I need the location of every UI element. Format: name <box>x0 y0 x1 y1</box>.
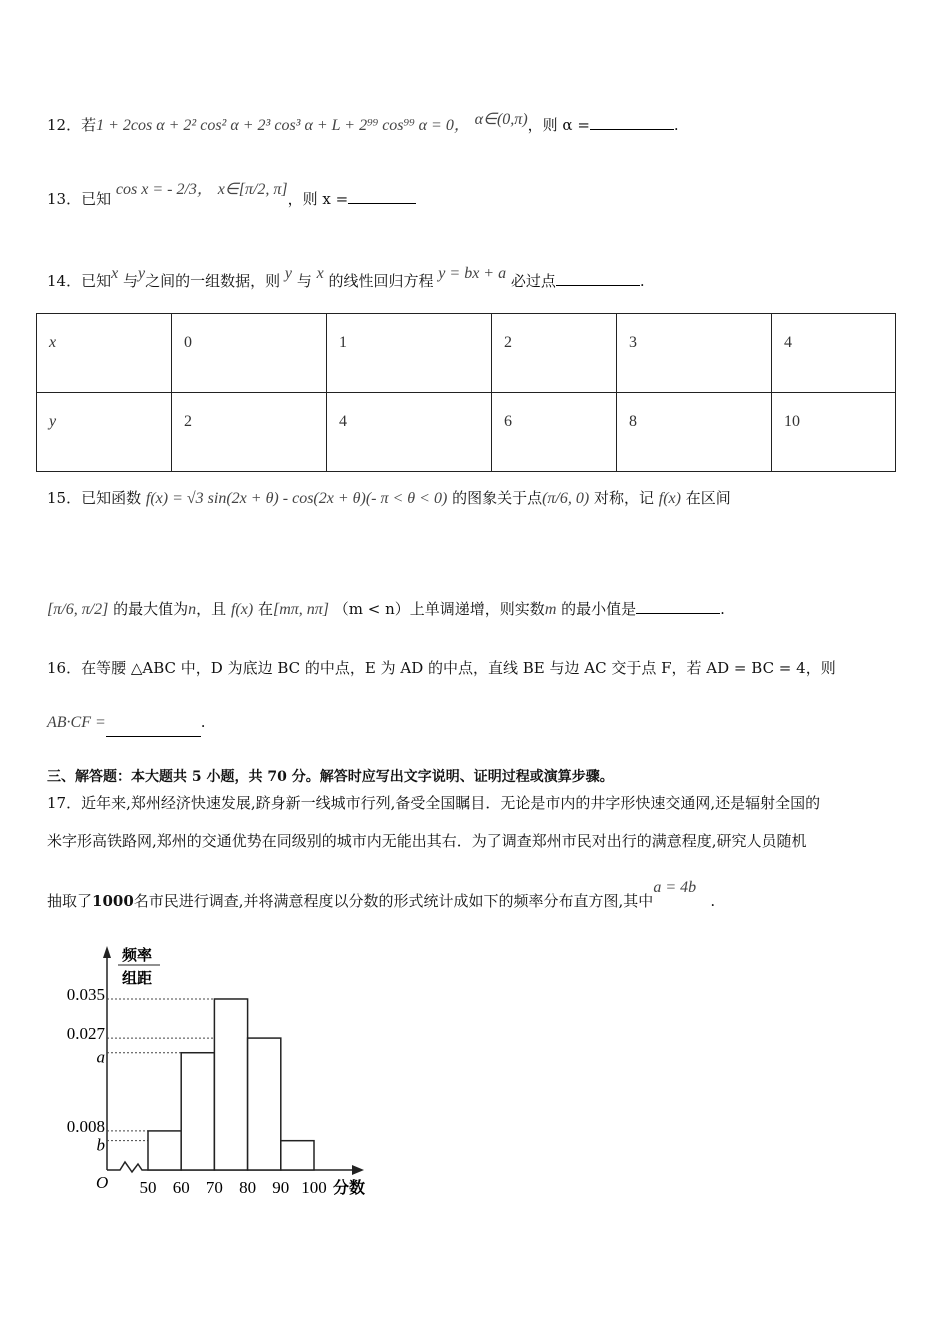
table-cell: 0 <box>172 314 327 393</box>
q15-fx: f(x) <box>658 490 681 507</box>
table-cell: 8 <box>617 393 772 472</box>
q15-text: 的最小值是 <box>561 600 637 618</box>
q14-x: x <box>316 265 324 282</box>
q15-text: ，且 <box>196 600 227 618</box>
q15-text: 在 <box>257 600 273 618</box>
y-tick-label: 0.027 <box>66 1024 105 1044</box>
q14-text: 与 <box>123 272 139 290</box>
q15-n: n <box>188 601 197 618</box>
table-cell: 1 <box>327 314 492 393</box>
q14-text: 之间的一组数据，则 <box>145 272 281 290</box>
table-cell: 10 <box>772 393 896 472</box>
q14-end: . <box>639 272 645 290</box>
histogram-bar <box>214 999 247 1170</box>
table-cell: y <box>37 393 172 472</box>
q12-text: 若 <box>81 116 97 134</box>
y-tick-label: 0.008 <box>66 1116 105 1136</box>
q13-formula: cos x = - 2/3， <box>115 181 213 198</box>
q15-formula: f(x) = √3 sin(2x + θ) - cos(2x + θ)(- π < θ < 0) <box>145 490 448 507</box>
q15-number: 15． <box>47 489 82 507</box>
table-cell: 3 <box>617 314 772 393</box>
q15-text: 对称，记 <box>593 489 654 507</box>
y-tick-label: a <box>96 1047 105 1067</box>
q12-formula: 1 + 2cos α + 2² cos² α + 2³ cos³ α + L + 2⁹⁹ cos⁹⁹ α = 0， <box>96 117 470 134</box>
q14-equation: y = bx + a <box>438 265 507 282</box>
y-tick-label: b <box>96 1135 105 1155</box>
q14-text: 已知 <box>81 272 112 290</box>
q16-end: . <box>200 713 206 731</box>
table-cell: x <box>37 314 172 393</box>
q12-end: . <box>673 116 679 134</box>
table-cell: 2 <box>172 393 327 472</box>
table-cell: 4 <box>772 314 896 393</box>
y-label-bottom: 组距 <box>122 971 153 987</box>
q13-number: 13． <box>47 190 82 208</box>
q15-text: 的图象关于点 <box>452 489 543 507</box>
q13-text: 已知 <box>81 190 112 208</box>
q15-condition: （m < n） <box>333 600 410 618</box>
x-axis-arrow-icon <box>352 1165 364 1175</box>
q16-text: 在等腰 △ABC 中，D 为底边 BC 的中点，E 为 AD 的中点，直线 BE 与边 AC 交于点 F，若 AD = BC = 4，则 <box>81 659 836 677</box>
x-tick-label: 70 <box>205 1178 223 1197</box>
table-cell: 6 <box>492 393 617 472</box>
x-axis-label: 分数 <box>333 1180 366 1197</box>
q16-expression: AB·CF = <box>47 714 106 731</box>
q17-text: 名市民进行调查,并将满意程度以分数的形式统计成如下的频率分布直方图,其中 <box>133 892 654 910</box>
histogram-bar <box>248 1038 281 1170</box>
q15-text: 已知函数 <box>81 489 142 507</box>
q15-text: 的最大值为 <box>113 600 189 618</box>
x-tick-label: 90 <box>272 1178 290 1197</box>
q14-text: 与 <box>296 272 312 290</box>
q17-count: 1000 <box>92 892 134 910</box>
q14-y: y <box>284 265 293 282</box>
q15-end: . <box>720 600 725 618</box>
q14-number: 14． <box>47 272 82 290</box>
y-tick-label: 0.035 <box>66 984 105 1004</box>
histogram-bar <box>148 1131 181 1170</box>
q13-tail: ，则 x = <box>287 190 349 208</box>
q15-interval: [π/6, π/2] <box>47 601 109 618</box>
q14-x: x <box>111 265 119 282</box>
q15-m: m <box>544 601 557 618</box>
histogram-bar <box>281 1141 314 1170</box>
q17-end: . <box>710 892 716 910</box>
q15-point: (π/6, 0) <box>542 490 590 507</box>
x-tick-label: 50 <box>139 1178 157 1197</box>
q14-text: 的线性回归方程 <box>328 272 434 290</box>
table-cell: 4 <box>327 393 492 472</box>
y-label-top: 频率 <box>122 948 153 964</box>
q17-line2: 米字形高铁路网,郑州的交通优势在同级别的城市内无能出其右．为了调查郑州市民对出行的满意程度,研究人员随机 <box>47 832 807 850</box>
q16-number: 16． <box>47 659 82 677</box>
q14-text: 必过点 <box>510 272 556 290</box>
q17-line1: 17．近年来,郑州经济快速发展,跻身新一线城市行列,备受全国瞩目．无论是市内的井字形快速交通网,还是辐射全国的 <box>47 794 821 812</box>
q17-text: 抽取了 <box>47 892 93 910</box>
origin-label: O <box>96 1173 109 1192</box>
y-axis-arrow-icon <box>103 946 111 958</box>
q15-text: 上单调递增，则实数 <box>409 600 545 618</box>
table-cell: 2 <box>492 314 617 393</box>
histogram-bar <box>181 1053 214 1170</box>
x-tick-label: 60 <box>172 1178 190 1197</box>
q14-y: y <box>138 265 146 282</box>
q17-equation: a = 4b <box>653 879 697 896</box>
q15-text: 在区间 <box>685 489 731 507</box>
q12-number: 12． <box>47 116 82 134</box>
q13-condition: x∈[π/2, π] <box>217 181 288 198</box>
q12-condition: α∈(0,π) <box>474 111 528 128</box>
q15-fx: f(x) <box>230 601 254 618</box>
q15-range: [mπ, nπ] <box>272 601 330 618</box>
x-tick-label: 80 <box>239 1178 257 1197</box>
x-tick-label: 100 <box>301 1178 327 1197</box>
q12-tail: ，则 α = <box>527 116 590 134</box>
section-heading: 三、解答题：本大题共 5 小题，共 70 分。解答时应写出文字说明、证明过程或演算步骤。 <box>47 769 614 785</box>
